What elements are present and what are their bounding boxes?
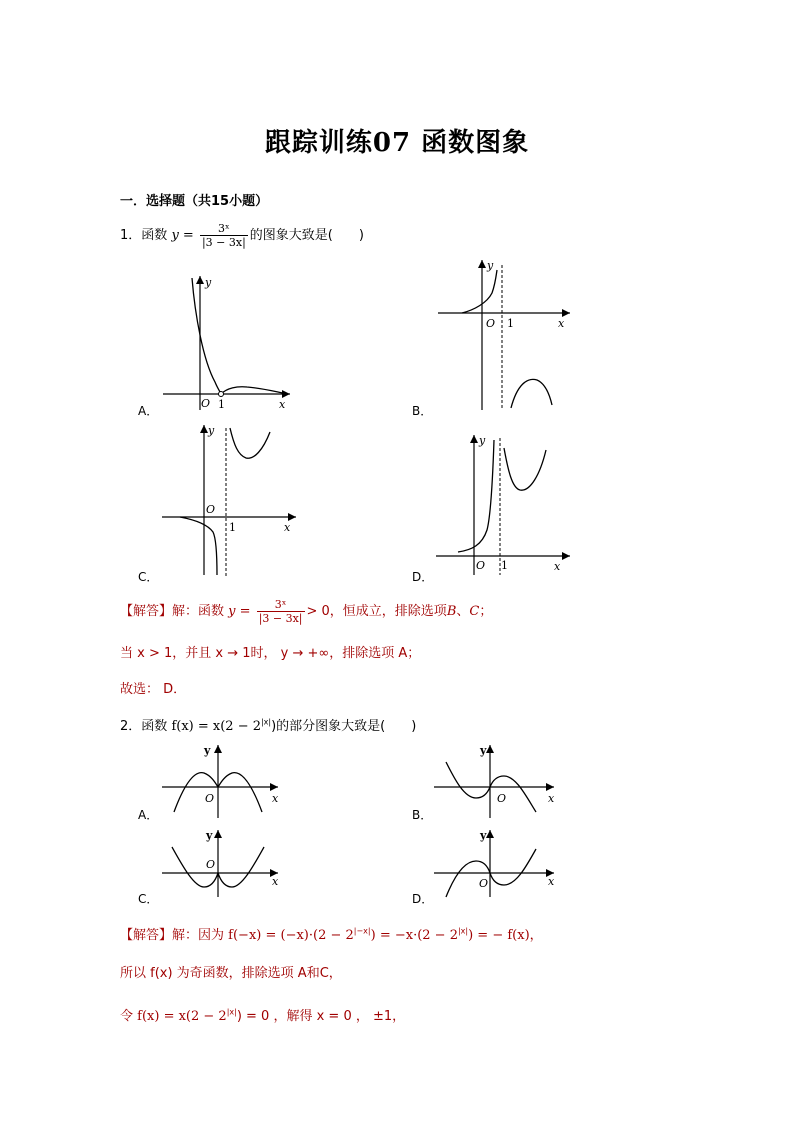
q2-solution-line3 — [120, 1005, 405, 1024]
q2-sol-text-a: 解：因为 — [172, 928, 225, 943]
q1-option-a-label: A． — [138, 404, 159, 418]
q2d-x-label: x — [548, 875, 555, 888]
q2-solution-line1 — [120, 924, 543, 943]
q2b-origin: O — [497, 792, 507, 805]
q1c-origin: O — [206, 503, 216, 516]
q1-sol-opt-c: C — [469, 604, 480, 619]
q1d-origin: O — [476, 559, 486, 572]
q2c-x-label: x — [272, 875, 279, 888]
q1c-y-label: y — [208, 424, 215, 437]
q1-sol-fraction — [257, 598, 305, 625]
q2c-origin: O — [206, 858, 216, 871]
q1-sol-sep: 、 — [456, 604, 470, 619]
q1-sol-text-b: > 0，恒成立，排除选项 — [306, 604, 447, 619]
q2-sol-formula: f(−x) = (−x)·(2 − 2 — [228, 928, 354, 943]
section-heading: 一．选择题（共15小题） — [120, 194, 269, 209]
q1-option-d-label: D． — [412, 570, 434, 584]
q1b-origin: O — [486, 317, 496, 330]
q2-option-c-label: C． — [138, 892, 159, 906]
q2c-y-label: y — [206, 829, 213, 842]
q2-number: 2． — [120, 719, 142, 734]
q2d-y-label: y — [480, 829, 487, 842]
q1-number: 1． — [120, 228, 142, 243]
q2b-x-label: x — [548, 792, 555, 805]
q2-sol-line3-a: 令 — [120, 1009, 134, 1024]
q2-exponent: |x| — [260, 717, 272, 727]
q1-y-eq: y = — [171, 228, 194, 243]
q1-graph-c — [158, 420, 308, 580]
q1-solution-tag: 【解答】 — [120, 604, 173, 619]
q1-frac-num: 3ˣ — [200, 222, 248, 236]
q1d-y-label: y — [479, 434, 486, 447]
q1-fraction — [200, 222, 248, 249]
q1-sol-y-eq: y = — [228, 604, 251, 619]
q2-sol-mid: ) = −x·(2 − 2 — [370, 928, 458, 943]
q2-option-b-label: B． — [412, 808, 433, 822]
q2a-x-label: x — [272, 792, 279, 805]
q2-stem — [120, 715, 416, 734]
q1a-tick-one: 1 — [218, 398, 225, 411]
q2-option-d-label: D． — [412, 892, 434, 906]
q1b-y-label: y — [487, 259, 494, 272]
q1-frac-den: |3 − 3x| — [201, 236, 246, 249]
q1-graph-d — [432, 430, 582, 580]
q1-option-c-label: C． — [138, 570, 159, 584]
q1-suffix: 的图象大致是( ) — [249, 228, 364, 243]
q2a-y-label: y — [204, 744, 211, 757]
q1-prefix: 函数 — [141, 228, 168, 243]
q2-sol-exp2: |x| — [457, 926, 469, 936]
q1-graph-a — [155, 270, 305, 415]
q2-graph-a — [160, 740, 290, 820]
q1-graph-b — [432, 255, 582, 415]
q2-text-b: )的部分图象大致是( ) — [271, 719, 417, 734]
q1b-tick-one: 1 — [507, 317, 514, 330]
q2-graph-c — [160, 825, 290, 900]
q1-solution-line1 — [120, 598, 492, 625]
q1-sol-text-a: 解：函数 — [172, 604, 225, 619]
q1c-tick-one: 1 — [229, 521, 236, 534]
q1-sol-frac-den: |3 − 3x| — [258, 612, 303, 625]
q1-solution-line3: 故选： D． — [120, 682, 187, 697]
q2-sol-line3-b: ) = 0 ，解得 x = 0 ， ±1， — [236, 1009, 406, 1024]
q1a-x-label: x — [279, 398, 286, 411]
q1-sol-end: ； — [479, 604, 493, 619]
q2-sol-line3-exp: |x| — [226, 1007, 237, 1017]
q2b-y-label: y — [480, 744, 487, 757]
q1-solution-line2: 当 x > 1，并且 x → 1时， y → +∞，排除选项 A； — [120, 646, 421, 661]
q2-formula: f(x) = x(2 − 2 — [171, 719, 261, 734]
q2-solution-line2: 所以 f(x) 为奇函数，排除选项 A和C， — [120, 966, 342, 981]
q1-sol-opt-b: B — [446, 604, 457, 619]
q1-option-b-label: B． — [412, 404, 433, 418]
q2a-origin: O — [205, 792, 215, 805]
q1-stem — [120, 222, 364, 249]
q1a-y-label: y — [205, 276, 212, 289]
q1-sol-frac-num: 3ˣ — [257, 598, 305, 612]
q2-option-a-label: A． — [138, 808, 159, 822]
q1d-tick-one: 1 — [501, 559, 508, 572]
q1d-x-label: x — [554, 560, 561, 573]
q2-graph-d — [432, 825, 567, 900]
page-title: 跟踪训练07 函数图象 — [264, 128, 530, 158]
q2-sol-line3-formula: f(x) = x(2 − 2 — [137, 1009, 227, 1024]
q2-graph-b — [432, 740, 567, 820]
q2-solution-tag: 【解答】 — [120, 928, 173, 943]
q2-sol-end: ) = − f(x)， — [468, 928, 543, 943]
q1c-x-label: x — [284, 521, 291, 534]
q2-sol-exp1: |−x| — [353, 926, 371, 936]
q2-text-a: 函数 — [141, 719, 168, 734]
q1b-x-label: x — [558, 317, 565, 330]
q2d-origin: O — [479, 877, 489, 890]
q1a-origin: O — [201, 397, 211, 410]
